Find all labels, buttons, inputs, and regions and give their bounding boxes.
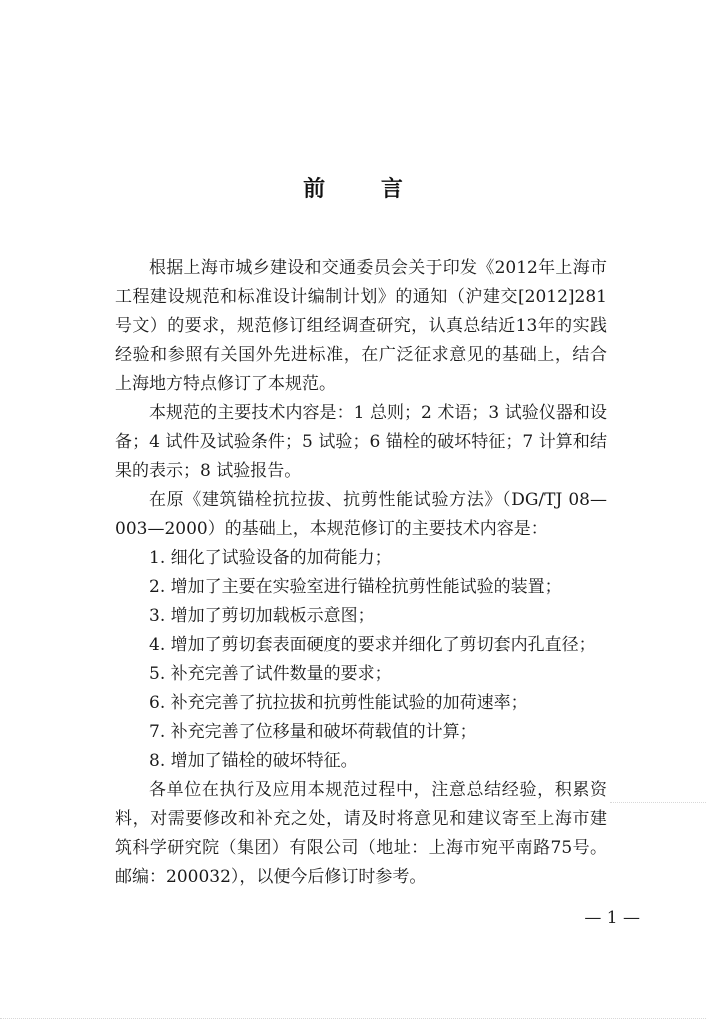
revision-intro-paragraph: 在原《建筑锚栓抗拉拔、抗剪性能试验方法》（DG/TJ 08—003—2000）的基础上，本规范修订的主要技术内容是： — [115, 490, 607, 539]
revision-item-8: 8. 增加了锚栓的破坏特征。 — [149, 751, 358, 771]
preface-body — [115, 254, 607, 892]
revision-item-2: 2. 增加了主要在实验室进行锚栓抗剪性能试验的装置； — [149, 577, 562, 597]
intro-paragraph: 根据上海市城乡建设和交通委员会关于印发《2012年上海市工程建设规范和标准设计编制计划》的通知（沪建交[2012]281号文）的要求，规范修订组经调查研究，认真总结近13年的实践经验和参照有关国外先进标准，在广泛征求意见的基础上，结合上海地方特点修订了本规范。 — [115, 258, 607, 394]
page-title: 前 言 — [303, 177, 427, 202]
revision-item-4: 4. 增加了剪切套表面硬度的要求并细化了剪切套内孔直径； — [149, 635, 596, 655]
closing-paragraph: 各单位在执行及应用本规范过程中，注意总结经验，积累资料，对需要修改和补充之处，请及时将意见和建议寄至上海市建筑科学研究院（集团）有限公司（地址：上海市宛平南路75号。邮编：200032），以便今后修订时参考。 — [115, 780, 607, 887]
scan-artifact-line-bottom — [0, 1018, 706, 1019]
main-content-paragraph: 本规范的主要技术内容是：1 总则；2 术语；3 试验仪器和设备；4 试件及试验条件；5 试验；6 锚栓的破坏特征；7 计算和结果的表示；8 试验报告。 — [115, 403, 607, 481]
page-number: — 1 — — [584, 908, 640, 928]
revision-item-3: 3. 增加了剪切加载板示意图； — [149, 606, 375, 626]
scan-artifact-line — [610, 802, 706, 803]
revision-item-7: 7. 补充完善了位移量和破坏荷载值的计算； — [149, 722, 477, 742]
revision-item-1: 1. 细化了试验设备的加荷能力； — [149, 548, 392, 568]
revision-item-5: 5. 补充完善了试件数量的要求； — [149, 664, 392, 684]
revision-item-6: 6. 补充完善了抗拉拔和抗剪性能试验的加荷速率； — [149, 693, 528, 713]
